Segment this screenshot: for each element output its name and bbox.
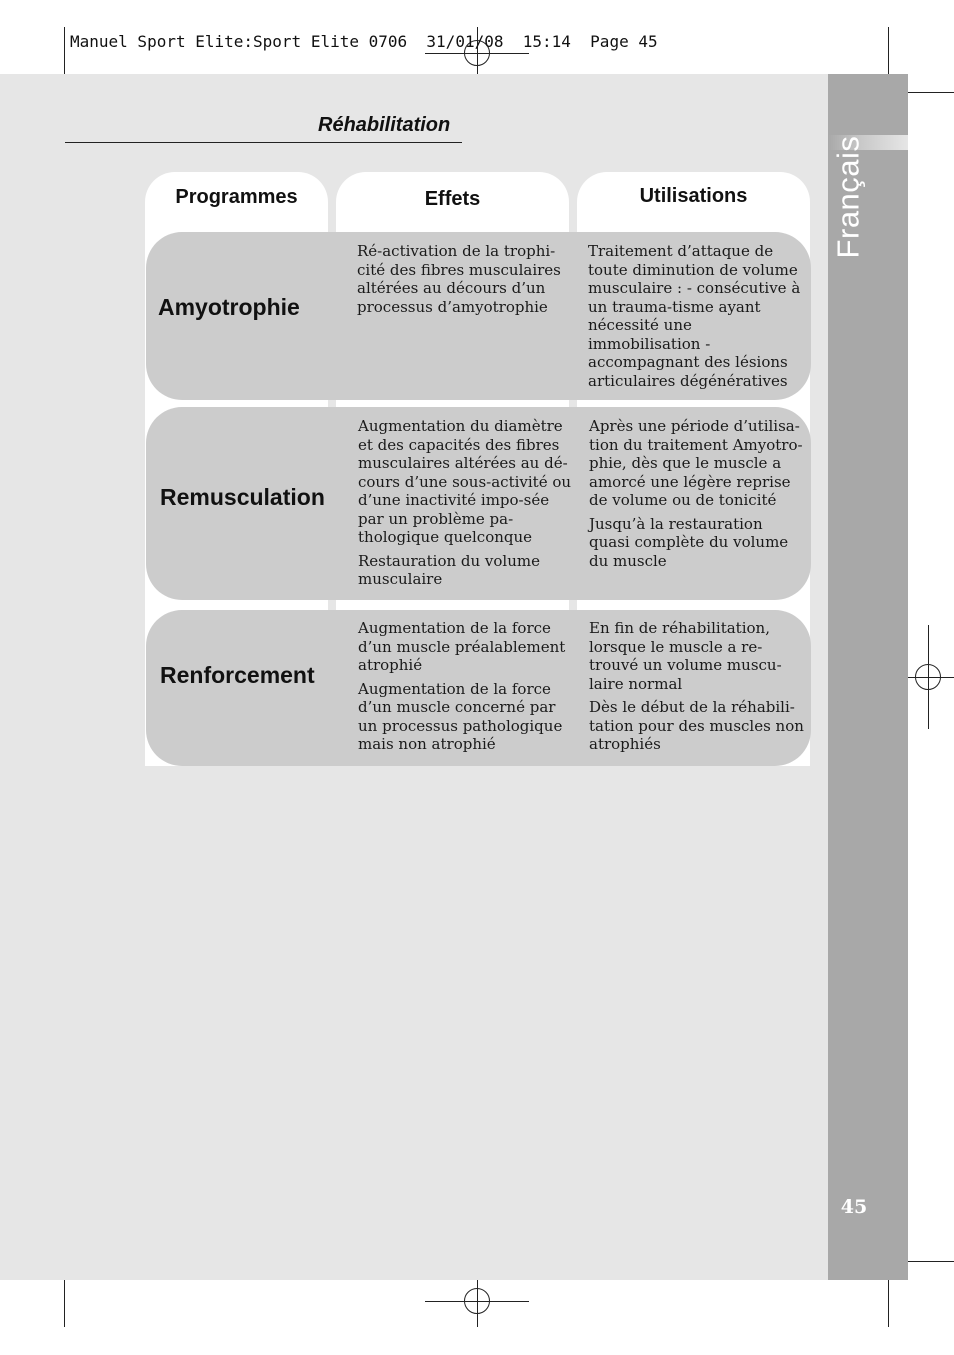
section-rule <box>65 142 462 143</box>
header-effets: Effets <box>424 188 481 210</box>
cell-text: Augmentation de la force d’un muscle concerné par un processus pathologique mais non atrophié <box>358 679 563 753</box>
cell-effets <box>358 619 573 759</box>
crop-mark <box>64 27 65 77</box>
crop-mark <box>903 1261 954 1262</box>
language-tab <box>828 134 868 259</box>
cell-text: Après une période d’utilisa-tion du traitement Amyotro-phie, dès que le muscle a amorcé une légère reprise de volume ou de tonicité <box>589 417 803 509</box>
row-label-amyotrophie: Amyotrophie <box>158 294 300 320</box>
cell-text: Augmentation du diamètre et des capacités des fibres musculaires altérées au dé-cours d’une sous-activité ou d’une inactivité impo-sée par un problème pa-thologique quelconque <box>358 417 572 546</box>
cell-text: En fin de réhabilitation, lorsque le muscle a re-trouvé un volume muscu-laire normal <box>589 619 782 693</box>
row-label-renforcement: Renforcement <box>160 662 315 688</box>
cell-text: Dès le début de la réhabili-tation pour des muscles non atrophiés <box>589 698 804 753</box>
section-title: Réhabilitation <box>318 114 451 136</box>
cell-text: Augmentation de la force d’un muscle préalablement atrophié <box>358 619 566 674</box>
print-slug-line: Manuel Sport Elite:Sport Elite 0706 31/01/08 15:14 Page 45 <box>70 32 658 51</box>
crop-mark <box>888 1275 889 1327</box>
cell-text: Ré-activation de la trophi-cité des fibres musculaires altérées au décours d’un processus d’amyotrophie <box>357 242 561 316</box>
crop-mark <box>888 27 889 77</box>
header-utilisations: Utilisations <box>639 185 748 207</box>
cell-utilisations <box>588 242 803 395</box>
crop-mark <box>903 92 954 93</box>
language-label: Français <box>830 135 865 258</box>
page-number: 45 <box>840 1196 868 1218</box>
crop-mark <box>64 1275 65 1327</box>
registration-mark-right <box>915 664 941 690</box>
cell-effets <box>358 417 573 594</box>
registration-mark-bottom <box>464 1288 490 1314</box>
header-programmes: Programmes <box>175 186 298 208</box>
cell-text: Jusqu’à la restauration quasi complète du volume du muscle <box>589 514 789 570</box>
cell-text: Restauration du volume musculaire <box>358 551 540 588</box>
row-label-remusculation: Remusculation <box>160 484 325 510</box>
cell-effets <box>357 242 572 321</box>
cell-text: Traitement d’attaque de toute diminution de volume musculaire : - consécutive à un trauma-tisme ayant nécessité une immobilisation - accompagnant des lésions articulaires dégénératives <box>588 242 801 390</box>
cell-utilisations <box>589 417 804 575</box>
cell-utilisations <box>589 619 804 759</box>
